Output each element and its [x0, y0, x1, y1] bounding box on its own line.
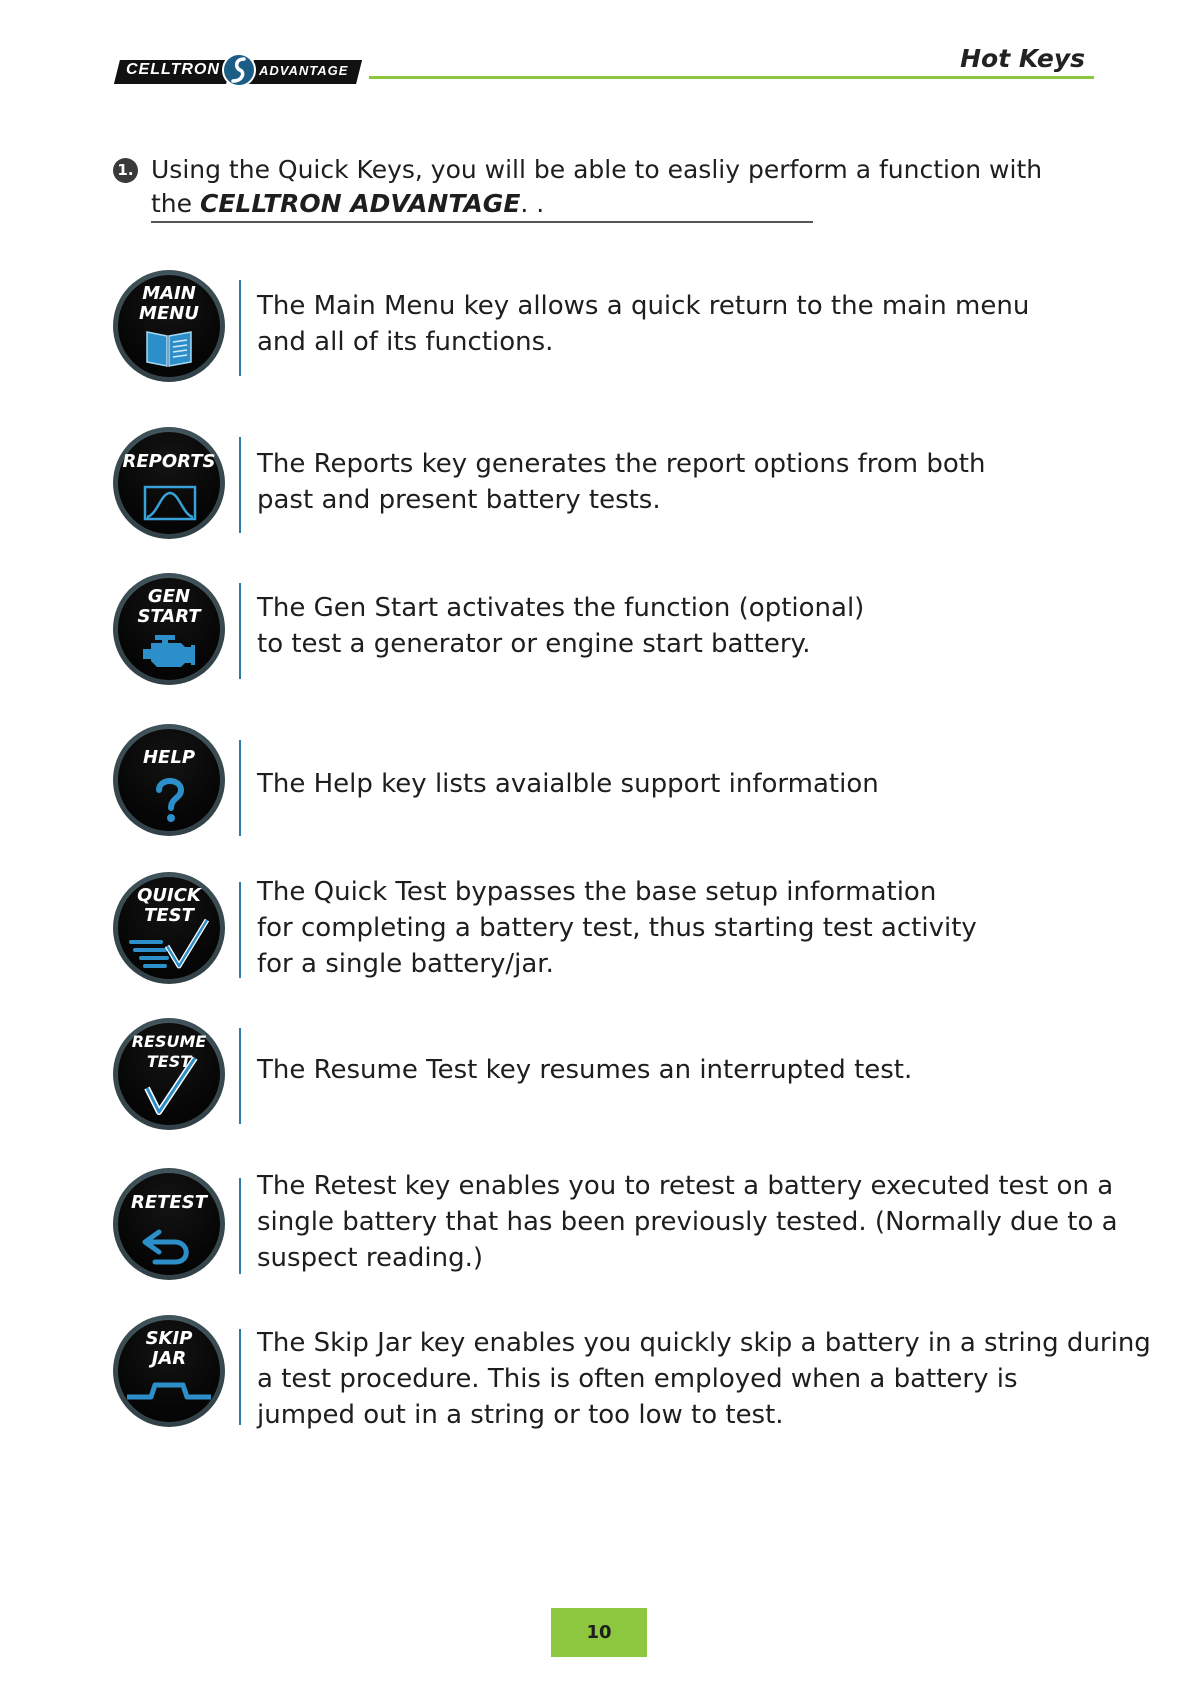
step-number-badge: 1.: [113, 158, 138, 183]
row-divider: [239, 1178, 241, 1274]
description-line: for completing a battery test, thus starting test activity: [257, 913, 977, 943]
engine-icon: [141, 631, 197, 671]
badge-label-line: HELP: [142, 747, 196, 768]
intro-line-2-suffix: . .: [520, 189, 545, 218]
row-divider: [239, 437, 241, 533]
row-divider: [239, 740, 241, 836]
row-divider: [239, 1028, 241, 1124]
badge-label-line: SKIP: [145, 1328, 193, 1349]
logo-text-advantage: ADVANTAGE: [259, 63, 349, 78]
main-menu-key-badge: [113, 270, 225, 382]
badge-label-line: GEN: [147, 586, 191, 607]
description-line: The Reports key generates the report options from both: [257, 449, 986, 479]
skip-jar-key-badge: [113, 1315, 225, 1427]
description-line: jumped out in a string or too low to test.: [257, 1400, 784, 1430]
intro-line-2: [151, 187, 1042, 221]
retest-key-badge: [113, 1168, 225, 1280]
page-header: [0, 0, 1191, 90]
badge-label-line: START: [137, 606, 201, 627]
badge-label-line: RESUME: [131, 1032, 207, 1051]
header-rule: [369, 76, 1094, 79]
badge-label-line: TEST: [144, 905, 194, 926]
description-line: a test procedure. This is often employed when a battery is: [257, 1364, 1018, 1394]
gen-start-key-badge: [113, 573, 225, 685]
section-title: Hot Keys: [960, 44, 1085, 73]
description-line: to test a generator or engine start battery.: [257, 629, 811, 659]
row-divider: [239, 882, 241, 978]
retest-key-label: [113, 1193, 225, 1213]
row-divider: [239, 1329, 241, 1425]
badge-label-line: MAIN: [142, 283, 196, 304]
celltron-advantage-logo: [113, 52, 361, 88]
main-menu-key-label: [113, 284, 225, 324]
resume-test-key-badge: [113, 1018, 225, 1130]
logo-text-celltron: CELLTRON: [126, 61, 220, 78]
gen-start-description: [257, 590, 864, 662]
main-menu-description: [257, 288, 1029, 360]
badge-label-line: TEST: [146, 1052, 192, 1071]
description-line: The Main Menu key allows a quick return to the main menu: [257, 291, 1030, 321]
skip-bridge-icon: [125, 1375, 213, 1405]
checkmark-icon: [143, 1054, 199, 1116]
help-description: [257, 766, 879, 802]
description-line: for a single battery/jar.: [257, 949, 554, 979]
reports-description: [257, 446, 985, 518]
description-line: The Resume Test key resumes an interrupted test.: [257, 1055, 913, 1085]
description-line: The Gen Start activates the function (optional): [257, 593, 865, 623]
reports-key-badge: [113, 427, 225, 539]
curve-graph-icon: [143, 485, 197, 521]
fast-checkmark-icon: [127, 914, 213, 974]
description-line: The Retest key enables you to retest a battery executed test on a: [257, 1171, 1114, 1201]
description-line: single battery that has been previously tested. (Normally due to a: [257, 1207, 1118, 1237]
description-line: The Help key lists avaialble support information: [257, 769, 879, 799]
resume-test-description: [257, 1052, 912, 1088]
question-mark-icon: [153, 776, 185, 824]
gen-start-key-label: [113, 587, 225, 627]
skip-jar-key-label: [113, 1329, 225, 1369]
row-divider: [239, 280, 241, 376]
description-line: suspect reading.): [257, 1243, 483, 1273]
badge-label-line: REPORTS: [122, 451, 216, 472]
badge-label-line: JAR: [151, 1348, 187, 1369]
reports-key-label: [113, 452, 225, 472]
quick-test-key-badge: [113, 872, 225, 984]
intro-line-2-prefix: the: [151, 189, 200, 218]
intro-brand-name: CELLTRON ADVANTAGE: [199, 189, 521, 218]
intro-line-1: Using the Quick Keys, you will be able to easliy perform a function with: [151, 155, 1043, 184]
help-key-label: [113, 748, 225, 768]
help-key-badge: [113, 724, 225, 836]
book-icon: [143, 326, 195, 368]
row-divider: [239, 583, 241, 679]
description-line: The Quick Test bypasses the base setup information: [257, 877, 937, 907]
retest-description: [257, 1168, 1118, 1276]
description-line: and all of its functions.: [257, 327, 554, 357]
intro-text: [151, 153, 1042, 221]
page-number: 10: [586, 1622, 612, 1643]
badge-label-line: RETEST: [131, 1192, 207, 1213]
description-line: past and present battery tests.: [257, 485, 661, 515]
quick-test-description: [257, 874, 977, 982]
return-arrow-icon: [141, 1224, 197, 1268]
intro-underline: [151, 221, 813, 223]
skip-jar-description: [257, 1325, 1151, 1433]
page-number-box: [551, 1608, 647, 1657]
badge-label-line: QUICK: [137, 885, 201, 906]
logo-emblem-icon: [221, 52, 257, 88]
badge-label-line: MENU: [139, 303, 199, 324]
description-line: The Skip Jar key enables you quickly skip a battery in a string during: [257, 1328, 1151, 1358]
